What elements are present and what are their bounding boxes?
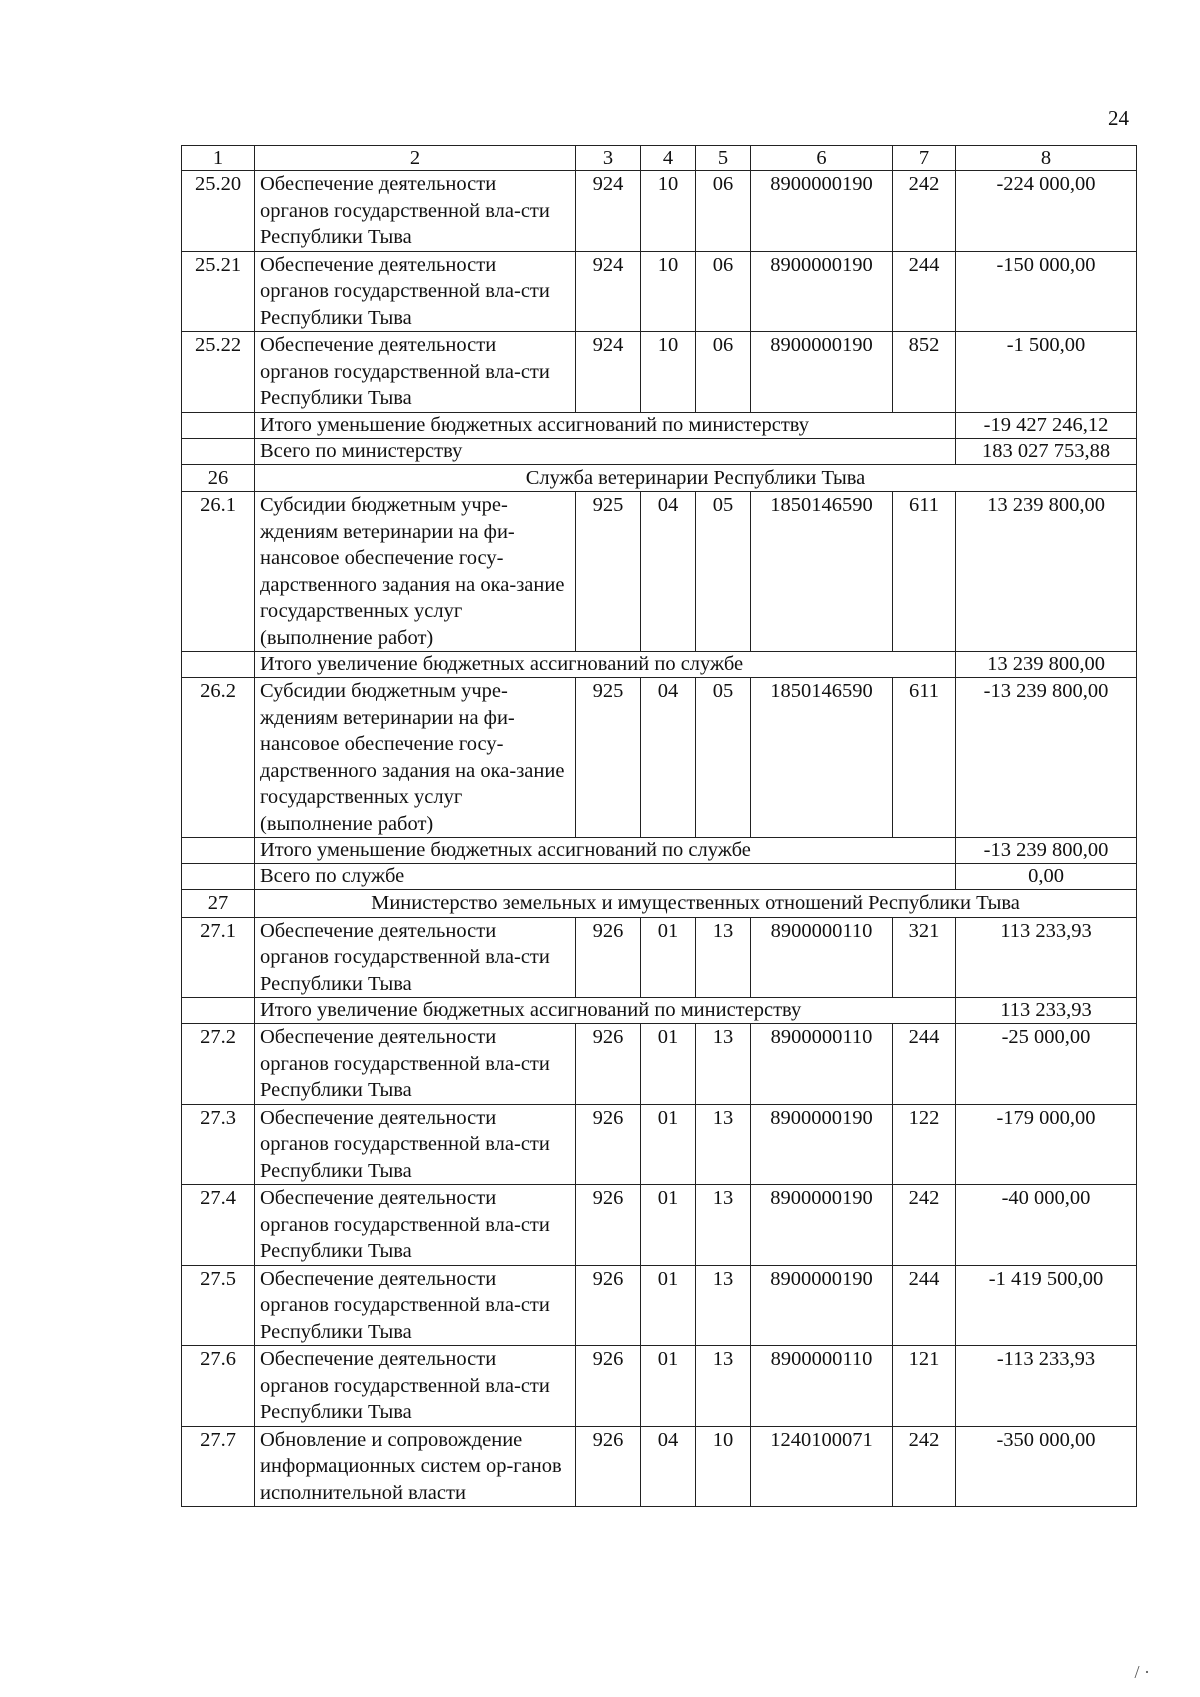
code-col-3: 924 (576, 171, 641, 252)
code-col-5: 05 (696, 492, 751, 652)
table-row (182, 171, 1137, 252)
code-col-3: 926 (576, 1185, 641, 1266)
section-number: 26 (182, 464, 255, 492)
row-amount: -40 000,00 (956, 1185, 1137, 1266)
header-cell-4: 4 (641, 146, 696, 171)
summary-blank (182, 438, 255, 464)
table-row (182, 332, 1137, 413)
header-cell-7: 7 (893, 146, 956, 171)
table-row (182, 1265, 1137, 1346)
code-col-6: 8900000190 (751, 1265, 893, 1346)
row-number: 27.3 (182, 1104, 255, 1185)
row-number: 25.21 (182, 251, 255, 332)
code-col-6: 1850146590 (751, 492, 893, 652)
code-col-4: 10 (641, 332, 696, 413)
row-amount: 113 233,93 (956, 917, 1137, 998)
row-description: Обеспечение деятельности органов государственной вла-сти Республики Тыва (255, 171, 576, 252)
code-col-3: 924 (576, 332, 641, 413)
code-col-7: 121 (893, 1346, 956, 1427)
header-cell-3: 3 (576, 146, 641, 171)
row-amount: -179 000,00 (956, 1104, 1137, 1185)
code-col-5: 13 (696, 917, 751, 998)
corner-mark: / · (1134, 1662, 1150, 1682)
code-col-7: 242 (893, 171, 956, 252)
table-row (182, 678, 1137, 838)
row-description: Обеспечение деятельности органов государственной вла-сти Республики Тыва (255, 917, 576, 998)
summary-text: Итого уменьшение бюджетных ассигнований по министерству (255, 412, 956, 438)
code-col-5: 13 (696, 1185, 751, 1266)
summary-text: Итого увеличение бюджетных ассигнований по министерству (255, 998, 956, 1024)
row-number: 25.20 (182, 171, 255, 252)
summary-row (182, 998, 1137, 1024)
summary-row (182, 652, 1137, 678)
summary-row (182, 412, 1137, 438)
summary-amount: 183 027 753,88 (956, 438, 1137, 464)
code-col-7: 611 (893, 492, 956, 652)
row-description: Обновление и сопровождение информационных систем ор-ганов исполнительной власти (255, 1426, 576, 1507)
code-col-6: 8900000110 (751, 1024, 893, 1105)
code-col-6: 8900000190 (751, 171, 893, 252)
row-amount: -224 000,00 (956, 171, 1137, 252)
row-number: 26.1 (182, 492, 255, 652)
code-col-7: 242 (893, 1185, 956, 1266)
row-description: Обеспечение деятельности органов государственной вла-сти Республики Тыва (255, 1265, 576, 1346)
page-number: 24 (1108, 106, 1129, 130)
code-col-5: 13 (696, 1104, 751, 1185)
code-col-7: 242 (893, 1426, 956, 1507)
section-title: Служба ветеринарии Республики Тыва (255, 464, 1137, 492)
code-col-6: 8900000190 (751, 332, 893, 413)
code-col-5: 13 (696, 1346, 751, 1427)
code-col-4: 01 (641, 917, 696, 998)
code-col-3: 925 (576, 678, 641, 838)
code-col-6: 1850146590 (751, 678, 893, 838)
row-number: 26.2 (182, 678, 255, 838)
summary-amount: 13 239 800,00 (956, 652, 1137, 678)
code-col-7: 852 (893, 332, 956, 413)
summary-row (182, 438, 1137, 464)
section-row (182, 464, 1137, 492)
row-number: 27.4 (182, 1185, 255, 1266)
summary-text: Итого уменьшение бюджетных ассигнований по службе (255, 838, 956, 864)
row-amount: -113 233,93 (956, 1346, 1137, 1427)
summary-blank (182, 998, 255, 1024)
code-col-6: 8900000110 (751, 917, 893, 998)
header-cell-2: 2 (255, 146, 576, 171)
row-number: 27.5 (182, 1265, 255, 1346)
code-col-4: 10 (641, 251, 696, 332)
code-col-3: 926 (576, 1265, 641, 1346)
summary-amount: 0,00 (956, 864, 1137, 890)
code-col-5: 10 (696, 1426, 751, 1507)
code-col-7: 244 (893, 251, 956, 332)
row-description: Обеспечение деятельности органов государственной вла-сти Республики Тыва (255, 332, 576, 413)
summary-blank (182, 412, 255, 438)
header-cell-8: 8 (956, 146, 1137, 171)
summary-row (182, 864, 1137, 890)
row-description: Субсидии бюджетным учре-ждениям ветеринарии на фи-нансовое обеспечение госу-дарственного задания на ока-зание государственных услуг (выполнение работ) (255, 492, 576, 652)
code-col-5: 13 (696, 1024, 751, 1105)
summary-text: Всего по министерству (255, 438, 956, 464)
row-amount: -13 239 800,00 (956, 678, 1137, 838)
row-number: 27.1 (182, 917, 255, 998)
code-col-5: 05 (696, 678, 751, 838)
code-col-4: 01 (641, 1104, 696, 1185)
code-col-4: 04 (641, 678, 696, 838)
summary-blank (182, 864, 255, 890)
table-row (182, 1426, 1137, 1507)
code-col-3: 926 (576, 1104, 641, 1185)
code-col-4: 01 (641, 1024, 696, 1105)
code-col-3: 926 (576, 917, 641, 998)
row-amount: 13 239 800,00 (956, 492, 1137, 652)
code-col-3: 926 (576, 1024, 641, 1105)
row-amount: -1 419 500,00 (956, 1265, 1137, 1346)
row-description: Обеспечение деятельности органов государственной вла-сти Республики Тыва (255, 1024, 576, 1105)
summary-text: Итого увеличение бюджетных ассигнований по службе (255, 652, 956, 678)
code-col-6: 1240100071 (751, 1426, 893, 1507)
row-amount: -25 000,00 (956, 1024, 1137, 1105)
code-col-3: 925 (576, 492, 641, 652)
code-col-4: 04 (641, 492, 696, 652)
row-number: 27.6 (182, 1346, 255, 1427)
summary-blank (182, 838, 255, 864)
code-col-6: 8900000190 (751, 1185, 893, 1266)
code-col-3: 924 (576, 251, 641, 332)
table-row (182, 1104, 1137, 1185)
table-row (182, 1024, 1137, 1105)
code-col-3: 926 (576, 1346, 641, 1427)
section-row (182, 890, 1137, 918)
table-row (182, 1185, 1137, 1266)
row-description: Обеспечение деятельности органов государственной вла-сти Республики Тыва (255, 1185, 576, 1266)
code-col-4: 04 (641, 1426, 696, 1507)
code-col-4: 01 (641, 1185, 696, 1266)
code-col-6: 8900000190 (751, 251, 893, 332)
row-description: Обеспечение деятельности органов государственной вла-сти Республики Тыва (255, 1346, 576, 1427)
summary-row (182, 838, 1137, 864)
code-col-4: 01 (641, 1265, 696, 1346)
header-cell-6: 6 (751, 146, 893, 171)
header-row (182, 146, 1137, 171)
code-col-7: 244 (893, 1024, 956, 1105)
code-col-7: 244 (893, 1265, 956, 1346)
section-title: Министерство земельных и имущественных отношений Республики Тыва (255, 890, 1137, 918)
header-cell-1: 1 (182, 146, 255, 171)
row-amount: -350 000,00 (956, 1426, 1137, 1507)
section-number: 27 (182, 890, 255, 918)
summary-amount: -13 239 800,00 (956, 838, 1137, 864)
code-col-4: 10 (641, 171, 696, 252)
row-amount: -1 500,00 (956, 332, 1137, 413)
table-row (182, 1346, 1137, 1427)
code-col-7: 122 (893, 1104, 956, 1185)
table-row (182, 917, 1137, 998)
code-col-7: 611 (893, 678, 956, 838)
summary-blank (182, 652, 255, 678)
code-col-4: 01 (641, 1346, 696, 1427)
code-col-5: 06 (696, 251, 751, 332)
code-col-3: 926 (576, 1426, 641, 1507)
code-col-7: 321 (893, 917, 956, 998)
row-description: Обеспечение деятельности органов государственной вла-сти Республики Тыва (255, 251, 576, 332)
table-row (182, 492, 1137, 652)
summary-amount: -19 427 246,12 (956, 412, 1137, 438)
code-col-5: 06 (696, 332, 751, 413)
row-number: 25.22 (182, 332, 255, 413)
code-col-6: 8900000110 (751, 1346, 893, 1427)
row-description: Обеспечение деятельности органов государственной вла-сти Республики Тыва (255, 1104, 576, 1185)
table-row (182, 251, 1137, 332)
row-number: 27.2 (182, 1024, 255, 1105)
budget-table (181, 145, 1137, 1507)
code-col-5: 13 (696, 1265, 751, 1346)
code-col-5: 06 (696, 171, 751, 252)
header-cell-5: 5 (696, 146, 751, 171)
code-col-6: 8900000190 (751, 1104, 893, 1185)
row-number: 27.7 (182, 1426, 255, 1507)
row-description: Субсидии бюджетным учре-ждениям ветеринарии на фи-нансовое обеспечение госу-дарственного задания на ока-зание государственных услуг (выполнение работ) (255, 678, 576, 838)
summary-text: Всего по службе (255, 864, 956, 890)
row-amount: -150 000,00 (956, 251, 1137, 332)
summary-amount: 113 233,93 (956, 998, 1137, 1024)
